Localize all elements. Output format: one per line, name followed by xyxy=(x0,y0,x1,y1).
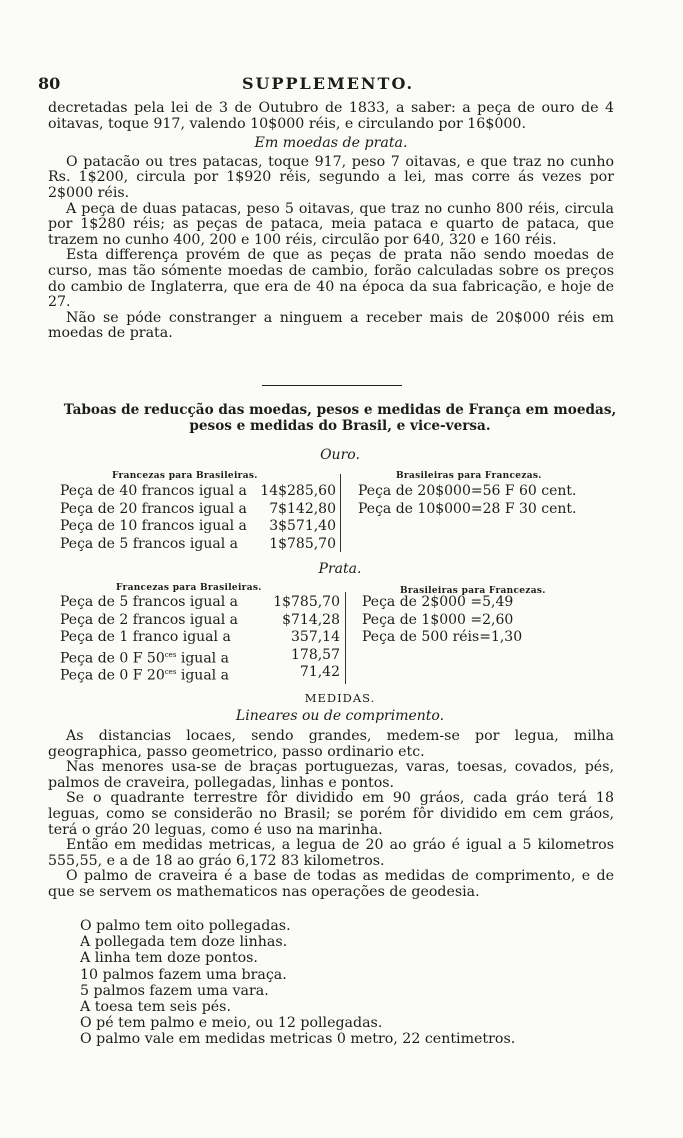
table-row: Peça de 500 réis=1,30 xyxy=(362,629,523,646)
heading-prata: Prata. xyxy=(318,561,362,577)
table-row: Peça de 20$000=56 F 60 cent. xyxy=(358,483,577,499)
table-row: Peça de 10 francos igual a 3$571,40 xyxy=(60,518,336,535)
table-row: Peça de 1$000 =2,60 xyxy=(362,611,514,628)
prata-right-table xyxy=(362,594,612,647)
intro-paragraph-3: A peça de duas patacas, peso 5 oitavas, que traz no cunho 800 réis, circula por 1$280 réis; as peças de pataca, meia pataca e quarto de pataca, que trazem no cunho 400, 200 e 100 réis, circulão por 640, 320 e 160 réis. xyxy=(48,200,614,248)
prata-left-header: Francezas para Brasileiras. xyxy=(116,583,262,593)
section-divider xyxy=(262,385,402,386)
ouro-left-table xyxy=(60,483,340,553)
medidas-paragraph-5: O palmo de craveira é a base de todas as medidas de comprimento, e de que se servem os mathematicos nas operações de geodesia. xyxy=(48,868,614,900)
tables-title xyxy=(40,402,640,434)
table-row: Peça de 1 franco igual a 357,14 xyxy=(60,629,340,646)
measures-list xyxy=(80,918,620,1048)
heading-ouro: Ouro. xyxy=(320,447,360,463)
intro-paragraph-4: Esta differença provém de que as peças de prata não sendo moedas de curso, mas tão sómente moedas de cambio, forão calculadas sobre os preços do cambio de Inglaterra, que era de 40 na época da sua fabricação, e hoje de 27. xyxy=(48,247,614,311)
table-row: Peça de 5 francos igual a 1$785,70 xyxy=(60,594,340,610)
heading-prata-coins: Em moedas de prata. xyxy=(254,135,408,152)
list-item: A pollegada tem doze linhas. xyxy=(80,934,288,951)
medidas-paragraph-2: Nas menores usa-se de braças portuguezas, varas, toesas, covados, pés, palmos de craveira, pollegadas, linhas e pontos. xyxy=(48,759,614,791)
list-item: O pé tem palmo e meio, ou 12 pollegadas. xyxy=(80,1015,383,1032)
page-number: 80 xyxy=(38,74,61,93)
list-item: 10 palmos fazem uma braça. xyxy=(80,966,287,983)
heading-lineares: Lineares ou de comprimento. xyxy=(235,708,445,724)
heading-medidas: MEDIDAS. xyxy=(304,691,376,705)
intro-paragraph-2: O patacão ou tres patacas, toque 917, peso 7 oitavas, e que traz no cunho Rs. 1$200, circula por 1$920 réis, segundo a lei, mas corre ás vezes por 2$000 réis. xyxy=(48,153,614,201)
intro-paragraph-1: decretadas pela lei de 3 de Outubro de 1833, a saber: a peça de ouro de 4 oitavas, toque 917, valendo 10$000 réis, e circulando por 16$000. xyxy=(48,100,614,132)
table-row: Peça de 5 francos igual a 1$785,70 xyxy=(60,535,336,552)
table-row: Peça de 0 F $50^{ces}$ igual a 178,57 xyxy=(60,646,340,667)
intro-paragraph-5: Não se póde constranger a ninguem a receber mais de 20$000 réis em moedas de prata. xyxy=(48,309,614,342)
medidas-paragraph-3: Se o quadrante terrestre fôr dividido em 90 gráos, cada gráo terá 18 leguas, como se considerão no Brasil; se porém fôr dividido em cem gráos, terá o gráo 20 leguas, como é uso na marinha. xyxy=(48,790,614,838)
list-item: 5 palmos fazem uma vara. xyxy=(80,982,269,999)
medidas-section xyxy=(48,729,614,901)
ouro-right-header: Brasileiras para Francezas. xyxy=(396,471,542,481)
medidas-paragraph-4: Então em medidas metricas, a legua de 20 ao gráo é igual a 5 kilometros 555,55, e a de 18 ao gráo 6,172 83 kilometros. xyxy=(48,837,614,869)
tables-title-line-1: Taboas de reducção das moedas, pesos e medidas de França em moedas, xyxy=(63,402,617,418)
page-header xyxy=(38,74,618,96)
running-title: SUPPLEMENTO. xyxy=(241,74,415,93)
prata-column-divider xyxy=(345,592,346,684)
prata-left-table xyxy=(60,594,350,685)
table-row: Peça de 2 francos igual a $714,28 xyxy=(60,611,340,628)
table-row: Peça de 2$000 =5,49 xyxy=(362,594,514,610)
intro-section xyxy=(48,101,614,342)
table-row: Peça de 0 F $20^{ces}$ igual a 71,42 xyxy=(60,664,340,685)
list-item: A toesa tem seis pés. xyxy=(80,999,231,1016)
table-row: Peça de 40 francos igual a 14$285,60 xyxy=(60,483,336,499)
list-item: A linha tem doze pontos. xyxy=(80,950,258,967)
table-row: Peça de 10$000=28 F 30 cent. xyxy=(358,500,577,517)
table-row: Peça de 20 francos igual a 7$142,80 xyxy=(60,500,336,517)
tables-title-line-2: pesos e medidas do Brasil, e vice-versa. xyxy=(189,418,491,434)
list-item: O palmo vale em medidas metricas 0 metro, 22 centimetros. xyxy=(80,1031,516,1048)
prata-right-header: Brasileiras para Francezas. xyxy=(400,586,546,596)
ouro-right-table xyxy=(358,483,618,518)
ouro-left-header: Francezas para Brasileiras. xyxy=(112,471,258,481)
medidas-paragraph-1: As distancias locaes, sendo grandes, medem-se por legua, milha geographica, passo geometrico, passo ordinario etc. xyxy=(48,728,614,760)
ouro-column-divider xyxy=(340,474,341,552)
list-item: O palmo tem oito pollegadas. xyxy=(80,918,291,934)
